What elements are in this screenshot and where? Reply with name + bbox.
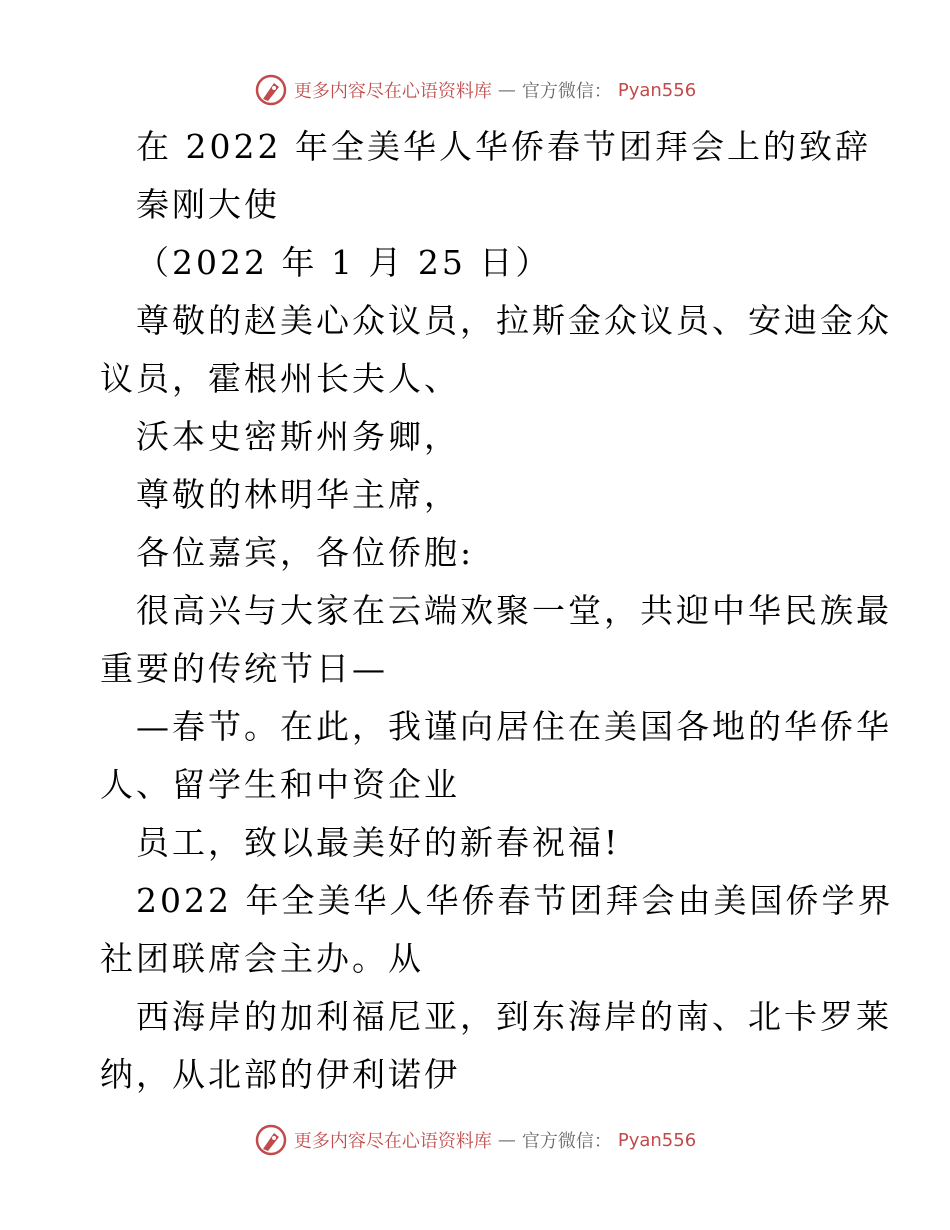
document-date: （2022 年 1 月 25 日） [136,243,552,282]
body-line: —春节。在此，我谨向居住在美国各地的华侨华 [136,707,892,746]
watermark-main-text: 更多内容尽在心语资料库 [293,1131,492,1152]
body-line: 纳，从北部的伊利诺伊 [100,1055,460,1094]
watermark-wechat-id: Pyan556 [617,1129,697,1151]
body-line: 重要的传统节日— [100,649,388,688]
body-line: 尊敬的林明华主席， [136,475,460,514]
document-author: 秦刚大使 [136,185,280,224]
body-line: 尊敬的赵美心众议员，拉斯金众议员、安迪金众 [136,301,892,340]
body-line: 各位嘉宾，各位侨胞: [136,533,475,572]
footer-watermark [0,1120,950,1160]
pen-nib-icon [254,1123,288,1157]
body-line: 沃本史密斯州务卿， [136,417,460,456]
watermark-separator: — [497,1129,516,1151]
watermark-wechat-id: Pyan556 [617,79,697,101]
watermark-main-text: 更多内容尽在心语资料库 [293,81,492,102]
document-title: 在 2022 年全美华人华侨春节团拜会上的致辞 [136,127,871,166]
watermark-side-text: 官方微信： [521,1131,612,1152]
pen-nib-icon [254,73,288,107]
body-lines [100,292,894,1104]
body-line: 社团联席会主办。从 [100,939,424,978]
body-line: 2022 年全美华人华侨春节团拜会由美国侨学界 [136,881,894,920]
header-watermark [0,70,950,110]
watermark-side-text: 官方微信： [521,81,612,102]
document-body [100,118,894,1104]
watermark-separator: — [497,79,516,101]
body-line: 西海岸的加利福尼亚，到东海岸的南、北卡罗莱 [136,997,892,1036]
body-line: 议员，霍根州长夫人、 [100,359,460,398]
body-line: 人、留学生和中资企业 [100,765,460,804]
body-line: 很高兴与大家在云端欢聚一堂，共迎中华民族最 [136,591,892,630]
body-line: 员工，致以最美好的新春祝福! [136,823,621,862]
